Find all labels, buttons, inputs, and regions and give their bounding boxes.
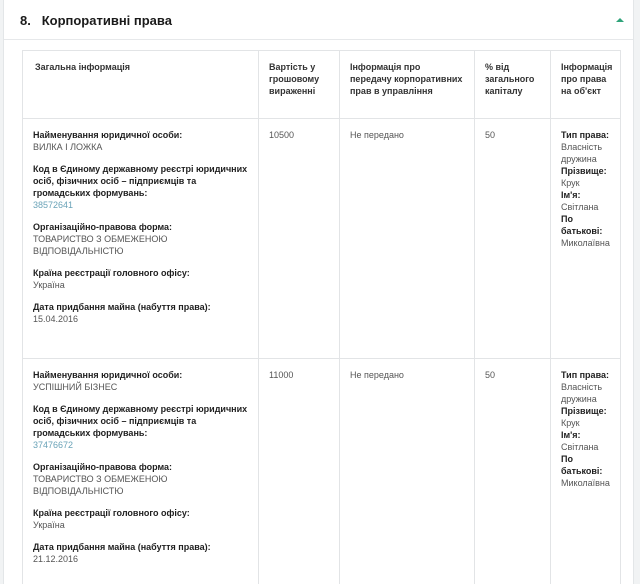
section-number: 8.	[20, 13, 31, 28]
transfer-cell: Не передано	[340, 119, 475, 359]
transfer-cell: Не передано	[340, 359, 475, 584]
right-type-value: Власність дружина	[561, 382, 603, 404]
header-rights-info: Інформація про права на об'єкт	[551, 51, 621, 119]
acquisition-date-field	[33, 301, 248, 325]
header-value: Вартість у грошовому вираженні	[259, 51, 340, 119]
section-title-text: Корпоративні права	[41, 13, 172, 28]
acquisition-date-value: 21.12.2016	[33, 554, 79, 564]
registry-code-link[interactable]: 37476672	[33, 440, 74, 450]
corporate-rights-table	[22, 50, 621, 584]
surname-value: Крук	[561, 418, 580, 428]
registry-code-field	[33, 403, 248, 451]
chevron-up-icon[interactable]	[615, 16, 625, 24]
value-cell: 10500	[259, 119, 340, 359]
registry-code-field	[33, 163, 248, 211]
value-cell: 11000	[259, 359, 340, 584]
legal-form-field	[33, 221, 248, 257]
registry-code-label: Код в Єдиному державному реєстрі юридичних осіб, фізичних осіб – підприємців та громадських формувань:	[33, 404, 248, 438]
acquisition-date-label: Дата придбання майна (набуття права):	[33, 542, 211, 552]
first-name-value: Світлана	[561, 202, 599, 212]
percent-cell: 50	[475, 119, 551, 359]
company-name-label: Найменування юридичної особи:	[33, 130, 183, 140]
surname-label: Прізвище:	[561, 406, 607, 416]
general-info-cell	[23, 119, 259, 359]
acquisition-date-value: 15.04.2016	[33, 314, 79, 324]
patronymic-value: Миколаївна	[561, 478, 610, 488]
country-value: Україна	[33, 520, 65, 530]
right-type-label: Тип права:	[561, 130, 609, 140]
country-value: Україна	[33, 280, 65, 290]
surname-value: Крук	[561, 178, 580, 188]
country-label: Країна реєстрації головного офісу:	[33, 508, 190, 518]
surname-label: Прізвище:	[561, 166, 607, 176]
company-name-field	[33, 369, 248, 393]
patronymic-label: По батькові:	[561, 214, 603, 236]
first-name-value: Світлана	[561, 442, 599, 452]
country-field	[33, 507, 248, 531]
first-name-label: Ім'я:	[561, 190, 581, 200]
registry-code-label: Код в Єдиному державному реєстрі юридичних осіб, фізичних осіб – підприємців та громадських формувань:	[33, 164, 248, 198]
table-header-row	[23, 51, 621, 119]
legal-form-value: ТОВАРИСТВО З ОБМЕЖЕНОЮ ВІДПОВІДАЛЬНІСТЮ	[33, 234, 168, 256]
legal-form-value: ТОВАРИСТВО З ОБМЕЖЕНОЮ ВІДПОВІДАЛЬНІСТЮ	[33, 474, 168, 496]
company-name-label: Найменування юридичної особи:	[33, 370, 183, 380]
right-type-label: Тип права:	[561, 370, 609, 380]
company-name-field	[33, 129, 248, 153]
section-header[interactable]	[4, 0, 633, 40]
rights-info-cell	[551, 359, 621, 584]
legal-form-label: Організаційно-правова форма:	[33, 222, 172, 232]
patronymic-value: Миколаївна	[561, 238, 610, 248]
patronymic-label: По батькові:	[561, 454, 603, 476]
header-general-info: Загальна інформація	[23, 51, 259, 119]
rights-info-cell	[551, 119, 621, 359]
company-name-value: УСПІШНИЙ БІЗНЕС	[33, 382, 118, 392]
header-percent: % від загального капіталу	[475, 51, 551, 119]
percent-cell: 50	[475, 359, 551, 584]
corporate-rights-panel	[3, 0, 634, 584]
table-row	[23, 359, 621, 584]
acquisition-date-field	[33, 541, 248, 565]
section-title	[20, 13, 172, 28]
right-type-value: Власність дружина	[561, 142, 603, 164]
legal-form-field	[33, 461, 248, 497]
country-label: Країна реєстрації головного офісу:	[33, 268, 190, 278]
country-field	[33, 267, 248, 291]
registry-code-link[interactable]: 38572641	[33, 200, 74, 210]
general-info-cell	[23, 359, 259, 584]
legal-form-label: Організаційно-правова форма:	[33, 462, 172, 472]
table-row	[23, 119, 621, 359]
first-name-label: Ім'я:	[561, 430, 581, 440]
header-transfer: Інформація про передачу корпоративних прав в управління	[340, 51, 475, 119]
acquisition-date-label: Дата придбання майна (набуття права):	[33, 302, 211, 312]
company-name-value: ВИЛКА І ЛОЖКА	[33, 142, 103, 152]
